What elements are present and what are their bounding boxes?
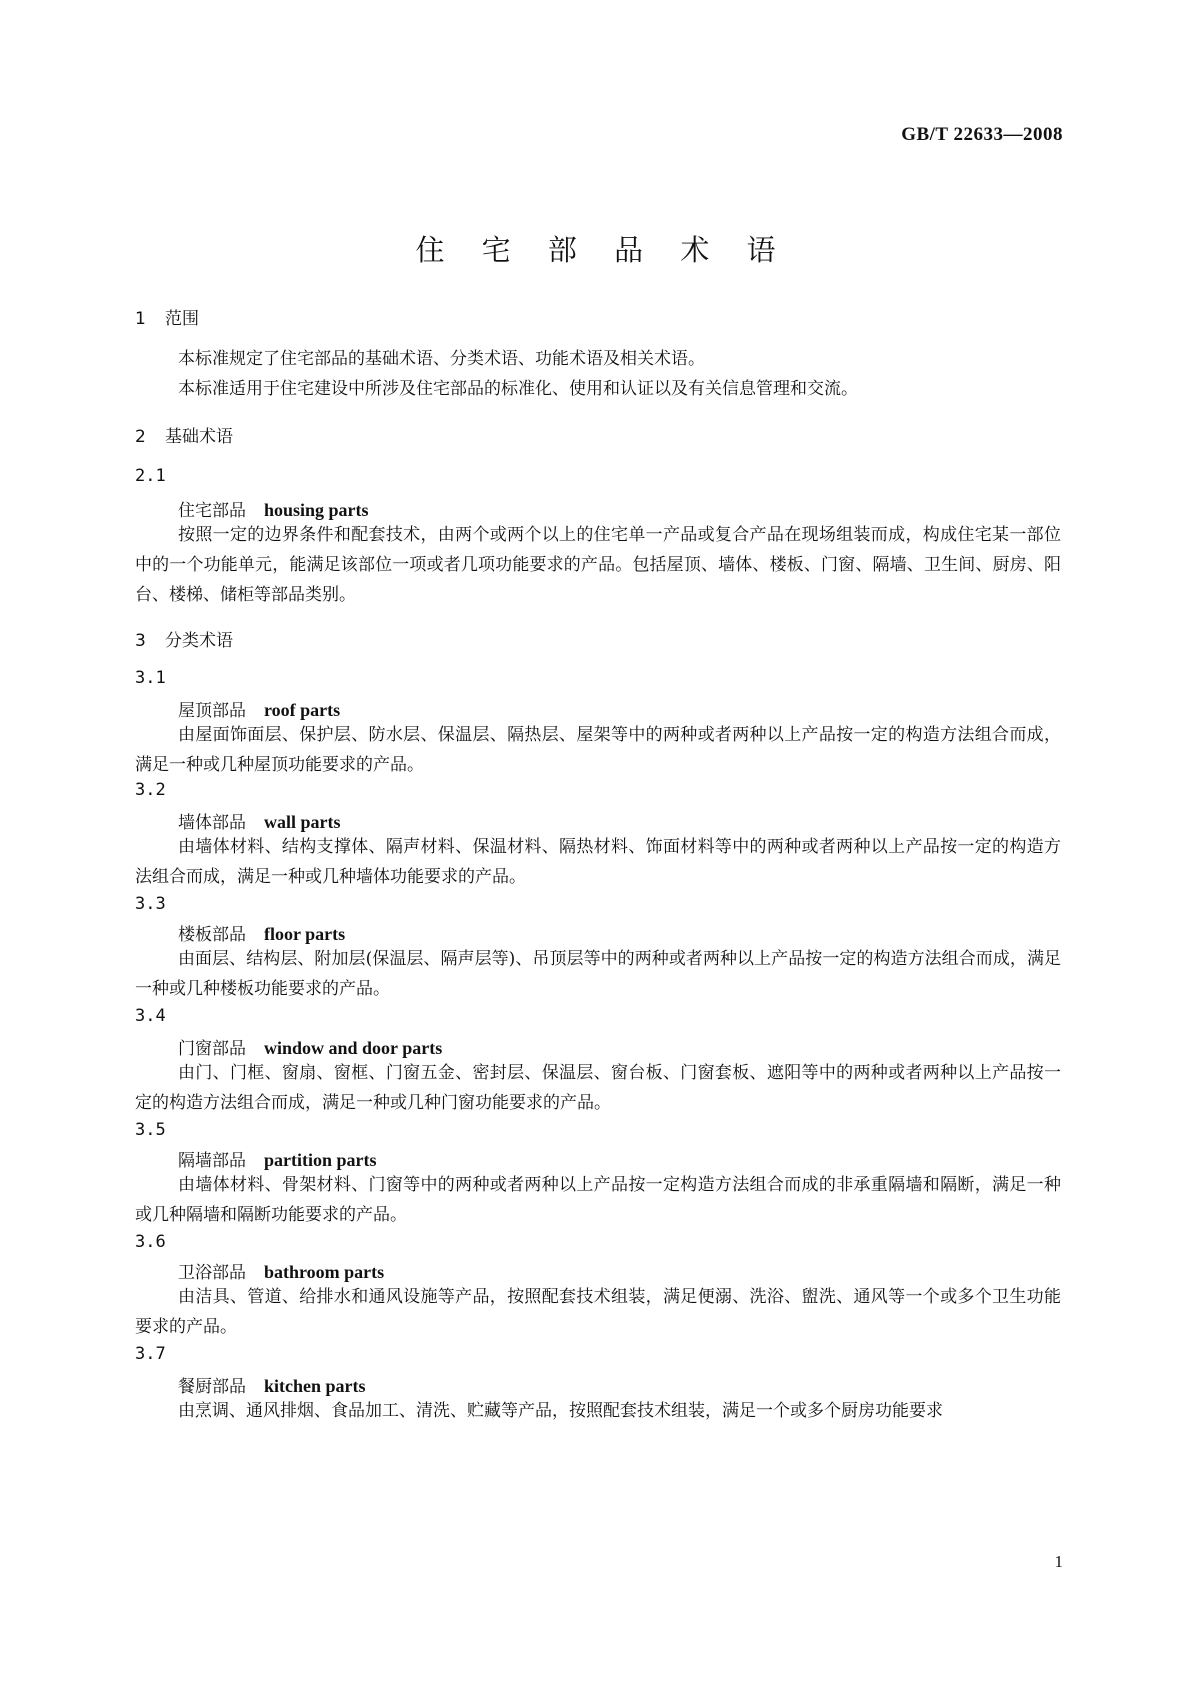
document-title: 住 宅 部 品 术 语 [415, 233, 790, 267]
term-entry [178, 1258, 384, 1283]
clause-number: 3.7 [135, 1344, 166, 1364]
term-en: housing parts [264, 500, 369, 520]
paragraph: 本标准规定了住宅部品的基础术语、分类术语、功能术语及相关术语。 [178, 349, 705, 369]
term-zh: 楼板部品 [178, 925, 246, 945]
section-title: 分类术语 [165, 631, 233, 651]
term-entry [178, 1372, 366, 1397]
term-zh: 餐厨部品 [178, 1377, 246, 1397]
term-en: kitchen parts [264, 1376, 366, 1396]
term-en: bathroom parts [264, 1262, 385, 1282]
section-2-heading [135, 422, 233, 447]
term-definition: 由墙体材料、结构支撑体、隔声材料、保温材料、隔热材料、饰面材料等中的两种或者两种以上产品按一定的构造方法组合而成，满足一种或几种墙体功能要求的产品。 [135, 837, 1061, 887]
section-1-heading [135, 304, 199, 329]
clause-number: 3.3 [135, 894, 166, 914]
clause-number: 3.1 [135, 668, 166, 688]
term-entry [178, 1146, 377, 1171]
section-number: 3 [135, 631, 146, 651]
paragraph: 本标准适用于住宅建设中所涉及住宅部品的标准化、使用和认证以及有关信息管理和交流。 [178, 379, 858, 399]
term-zh: 门窗部品 [178, 1039, 246, 1059]
page-number: 1 [1054, 1552, 1063, 1571]
term-en: roof parts [264, 700, 341, 720]
term-entry [178, 920, 345, 945]
clause-number: 3.5 [135, 1120, 166, 1140]
term-zh: 住宅部品 [178, 501, 246, 521]
term-zh: 卫浴部品 [178, 1263, 246, 1283]
term-entry [178, 496, 369, 521]
term-entry [178, 1034, 442, 1059]
term-definition: 由面层、结构层、附加层(保温层、隔声层等)、吊顶层等中的两种或者两种以上产品按一定的构造方法组合而成，满足一种或几种楼板功能要求的产品。 [135, 949, 1061, 999]
term-zh: 墙体部品 [178, 813, 246, 833]
section-number: 1 [135, 309, 146, 329]
clause-number: 2.1 [135, 466, 166, 486]
clause-number: 3.2 [135, 780, 166, 800]
section-number: 2 [135, 427, 146, 447]
term-en: floor parts [264, 924, 346, 944]
term-definition: 由烹调、通风排烟、食品加工、清洗、贮藏等产品，按照配套技术组装，满足一个或多个厨房功能要求 [178, 1401, 943, 1421]
term-definition: 由墙体材料、骨架材料、门窗等中的两种或者两种以上产品按一定构造方法组合而成的非承重隔墙和隔断，满足一种或几种隔墙和隔断功能要求的产品。 [135, 1175, 1061, 1225]
term-definition: 按照一定的边界条件和配套技术，由两个或两个以上的住宅单一产品或复合产品在现场组装而成，构成住宅某一部位中的一个功能单元，能满足该部位一项或者几项功能要求的产品。包括屋顶、墙体、楼板、门窗、隔墙、卫生间、厨房、阳台、楼梯、储柜等部品类别。 [135, 525, 1061, 605]
section-3-heading [135, 626, 233, 651]
section-title: 范围 [165, 309, 199, 329]
standard-code: GB/T 22633—2008 [901, 124, 1063, 145]
clause-number: 3.4 [135, 1006, 166, 1026]
term-entry [178, 808, 341, 833]
term-definition: 由屋面饰面层、保护层、防水层、保温层、隔热层、屋架等中的两种或者两种以上产品按一定的构造方法组合而成，满足一种或几种屋顶功能要求的产品。 [135, 725, 1061, 775]
section-title: 基础术语 [165, 427, 233, 447]
clause-number: 3.6 [135, 1232, 166, 1252]
term-en: partition parts [264, 1150, 377, 1170]
term-zh: 屋顶部品 [178, 701, 246, 721]
term-definition: 由门、门框、窗扇、窗框、门窗五金、密封层、保温层、窗台板、门窗套板、遮阳等中的两种或者两种以上产品按一定的构造方法组合而成，满足一种或几种门窗功能要求的产品。 [135, 1063, 1061, 1113]
term-definition: 由洁具、管道、给排水和通风设施等产品，按照配套技术组装，满足便溺、洗浴、盥洗、通风等一个或多个卫生功能要求的产品。 [135, 1287, 1061, 1337]
term-zh: 隔墙部品 [178, 1151, 246, 1171]
term-en: window and door parts [264, 1038, 443, 1058]
term-en: wall parts [264, 812, 341, 832]
term-entry [178, 696, 340, 721]
